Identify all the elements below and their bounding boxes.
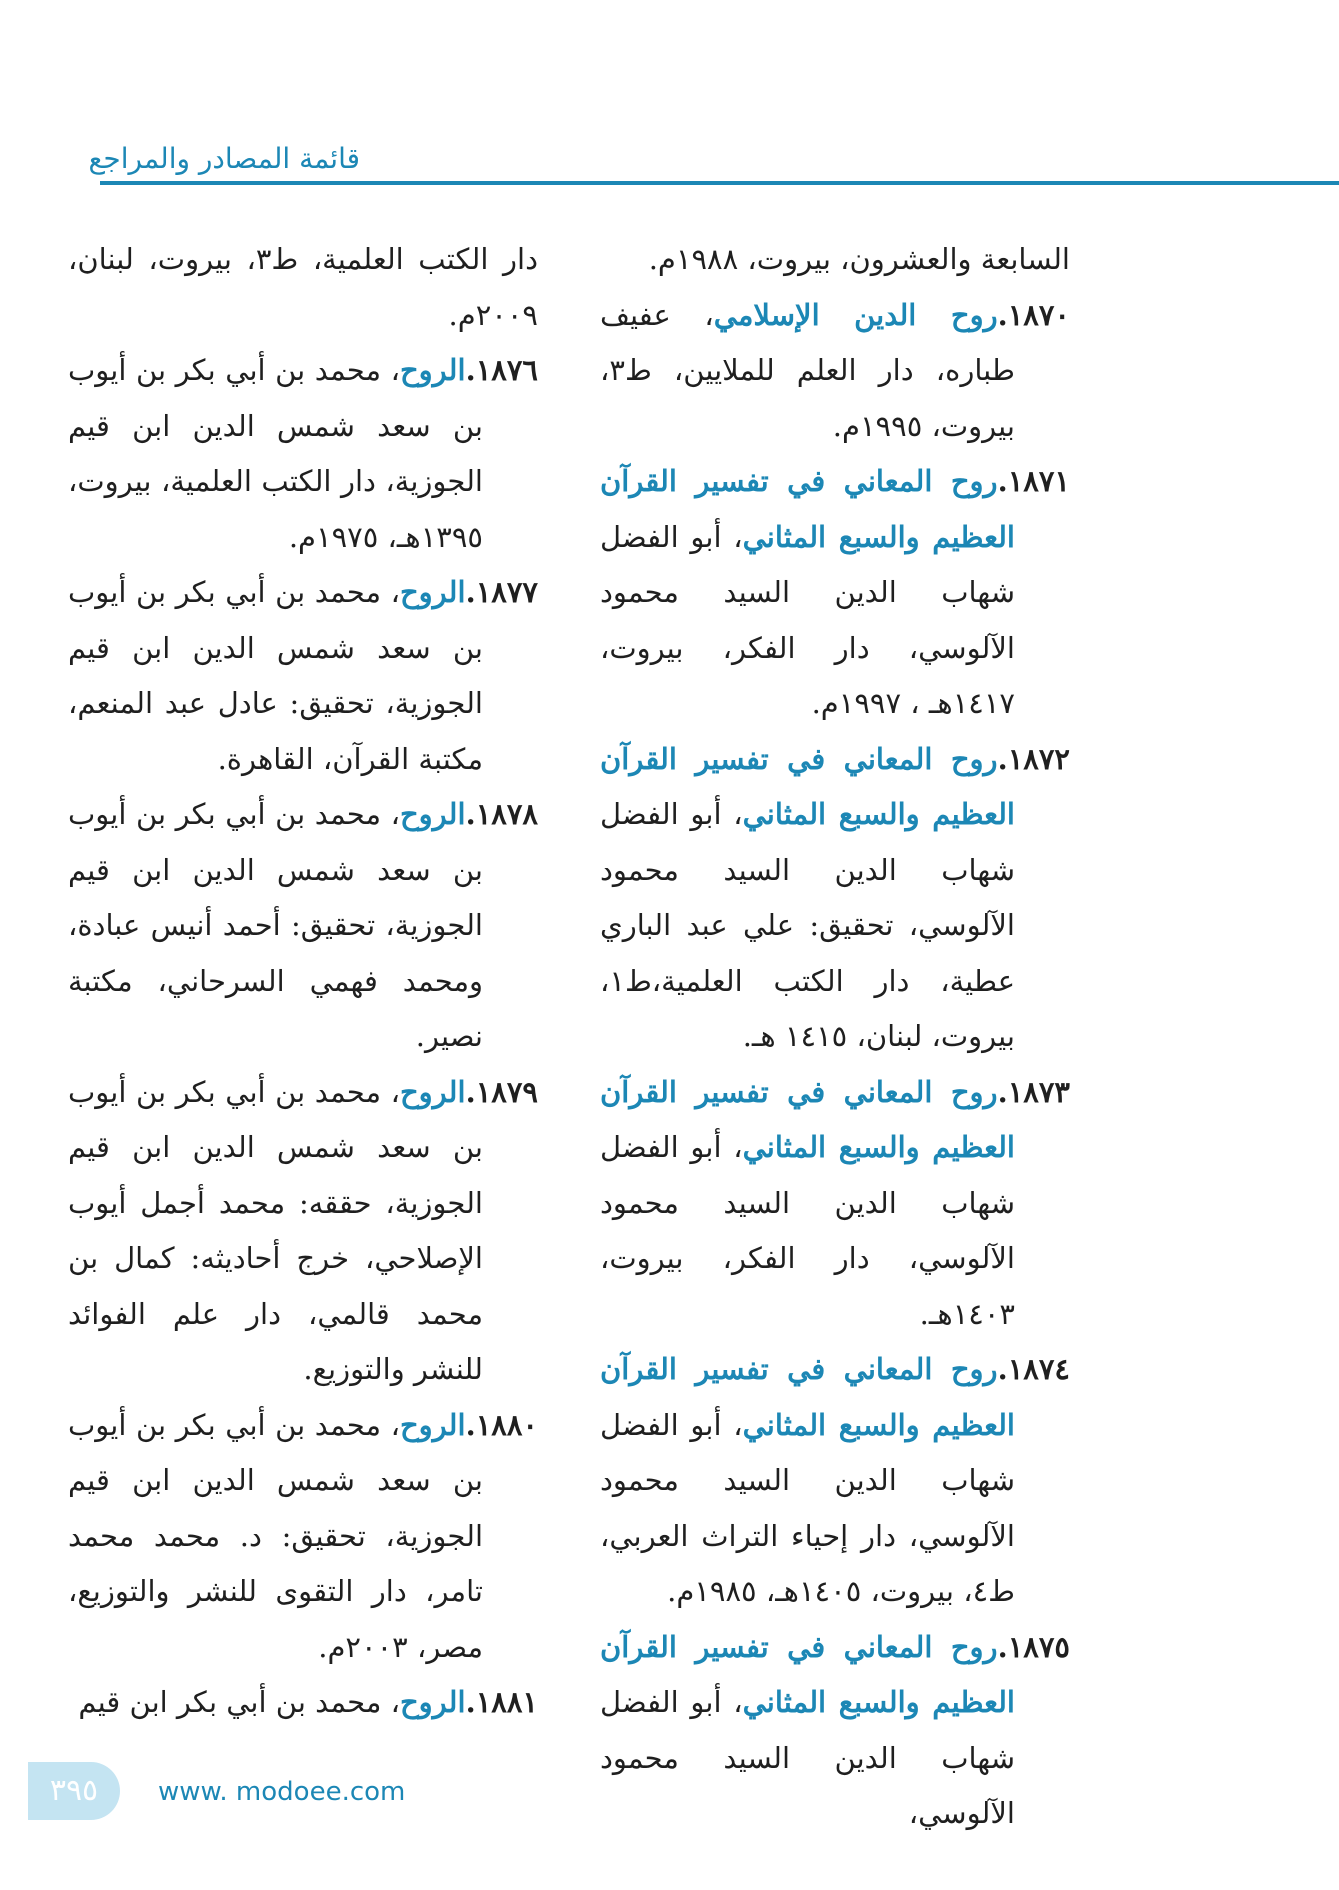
entry-title: روح المعاني في تفسير القرآن العظيم والسبع المثاني (600, 464, 1015, 554)
entry-number: ١٨٧٥. (997, 1629, 1070, 1664)
entry-number: ١٨٧٩. (465, 1074, 538, 1109)
entry-details: ، محمد بن أبي بكر ابن قيم (78, 1685, 400, 1719)
entry-title: الروح (399, 1407, 466, 1442)
entry-title: روح المعاني في تفسير القرآن العظيم والسبع المثاني (600, 1352, 1015, 1442)
entry-title: الروح (399, 797, 466, 831)
bibliography-entry (68, 1398, 538, 1676)
entry-details: ، أبو الفضل شهاب الدين السيد محمود الآلوسي، تحقيق: علي عبد الباري عطية، دار الكتب العلمية،ط١، بيروت، لبنان، ١٤١٥ هـ. (600, 797, 1015, 1053)
entry-title: روح الدين الإسلامي (713, 297, 998, 332)
page-number-badge: ٣٩٥ (28, 1762, 120, 1820)
bibliography-entry (600, 232, 1070, 288)
entry-details: ، محمد بن أبي بكر بن أيوب بن سعد شمس الدين ابن قيم الجوزية، تحقيق: عادل عبد المنعم، مكتبة القرآن، القاهرة. (68, 575, 483, 776)
bibliography-entry (68, 787, 538, 1065)
footer-website-link[interactable]: www. modoee.com (158, 1777, 406, 1807)
entry-number: ١٨٧٢. (997, 741, 1070, 776)
bibliography-column-right (600, 232, 1070, 1830)
entry-title: روح المعاني في تفسير القرآن العظيم والسبع المثاني (600, 1074, 1015, 1164)
entry-number: ١٨٨١. (465, 1685, 538, 1719)
entry-details: ، أبو الفضل شهاب الدين السيد محمود الآلوسي، دار إحياء التراث العربي، ط٤، بيروت، ١٤٠٥هـ، ١٩٨٥م. (600, 1407, 1015, 1608)
running-header-title: قائمة المصادر والمراجع (88, 142, 360, 175)
entry-details: ، محمد بن أبي بكر بن أيوب بن سعد شمس الدين ابن قيم الجوزية، حققه: محمد أجمل أيوب الإصلاحي، خرج أحاديثه: كمال بن محمد قالمي، دار علم الفوائد للنشر والتوزيع. (68, 1074, 483, 1386)
entry-number: ١٨٨٠. (465, 1407, 538, 1442)
entry-number: ١٨٧١. (997, 464, 1070, 498)
entry-details: ، عفيف طباره، دار العلم للملايين، ط٣، بيروت، ١٩٩٥م. (600, 297, 1015, 443)
entry-title: الروح (399, 1685, 466, 1719)
entry-title: روح المعاني في تفسير القرآن العظيم والسبع المثاني (600, 1629, 1015, 1719)
header-rule (100, 181, 1339, 185)
entry-title: الروح (399, 1074, 466, 1109)
entry-details: السابعة والعشرون، بيروت، ١٩٨٨م. (648, 242, 1070, 276)
entry-number: ١٨٧٦. (465, 353, 538, 387)
bibliography-entry (68, 1065, 538, 1398)
bibliography-entry (600, 288, 1070, 455)
entry-details: ، أبو الفضل شهاب الدين السيد محمود الآلوسي، (600, 1685, 1015, 1830)
bibliography-entry (68, 1675, 538, 1731)
bibliography-entry (600, 1620, 1070, 1842)
bibliography-entry (68, 565, 538, 787)
bibliography-entry (600, 1342, 1070, 1620)
entry-details: ، أبو الفضل شهاب الدين السيد محمود الآلوسي، دار الفكر، بيروت، ١٤٠٣هـ. (600, 1130, 1015, 1331)
entry-number: ١٨٧٠. (997, 297, 1070, 332)
bibliography-entry (600, 732, 1070, 1065)
entry-details: دار الكتب العلمية، ط٣، بيروت، لبنان، ٢٠٠٩م. (68, 242, 538, 332)
bibliography-entry (68, 343, 538, 565)
entry-number: ١٨٧٣. (997, 1074, 1070, 1109)
bibliography-column-left (68, 232, 538, 1740)
entry-details: ، أبو الفضل شهاب الدين السيد محمود الآلوسي، دار الفكر، بيروت، ١٤١٧هـ ، ١٩٩٧م. (600, 519, 1015, 720)
entry-details: ، محمد بن أبي بكر بن أيوب بن سعد شمس الدين ابن قيم الجوزية، تحقيق: أحمد أنيس عبادة، ومحمد فهمي السرحاني، مكتبة نصير. (68, 797, 483, 1053)
entry-number: ١٨٧٧. (465, 575, 538, 609)
bibliography-entry (600, 1065, 1070, 1343)
entry-details: ، محمد بن أبي بكر بن أيوب بن سعد شمس الدين ابن قيم الجوزية، دار الكتب العلمية، بيروت، ١٣٩٥هـ، ١٩٧٥م. (68, 353, 483, 554)
entry-number: ١٨٧٤. (997, 1352, 1070, 1386)
entry-title: روح المعاني في تفسير القرآن العظيم والسبع المثاني (600, 741, 1015, 831)
entry-title: الروح (399, 353, 466, 387)
entry-number: ١٨٧٨. (465, 797, 538, 831)
bibliography-entry (600, 454, 1070, 732)
entry-details: ، محمد بن أبي بكر بن أيوب بن سعد شمس الدين ابن قيم الجوزية، تحقيق: د. محمد محمد تامر، دار التقوى للنشر والتوزيع، مصر، ٢٠٠٣م. (68, 1407, 483, 1664)
bibliography-entry (68, 232, 538, 343)
entry-title: الروح (399, 575, 466, 609)
